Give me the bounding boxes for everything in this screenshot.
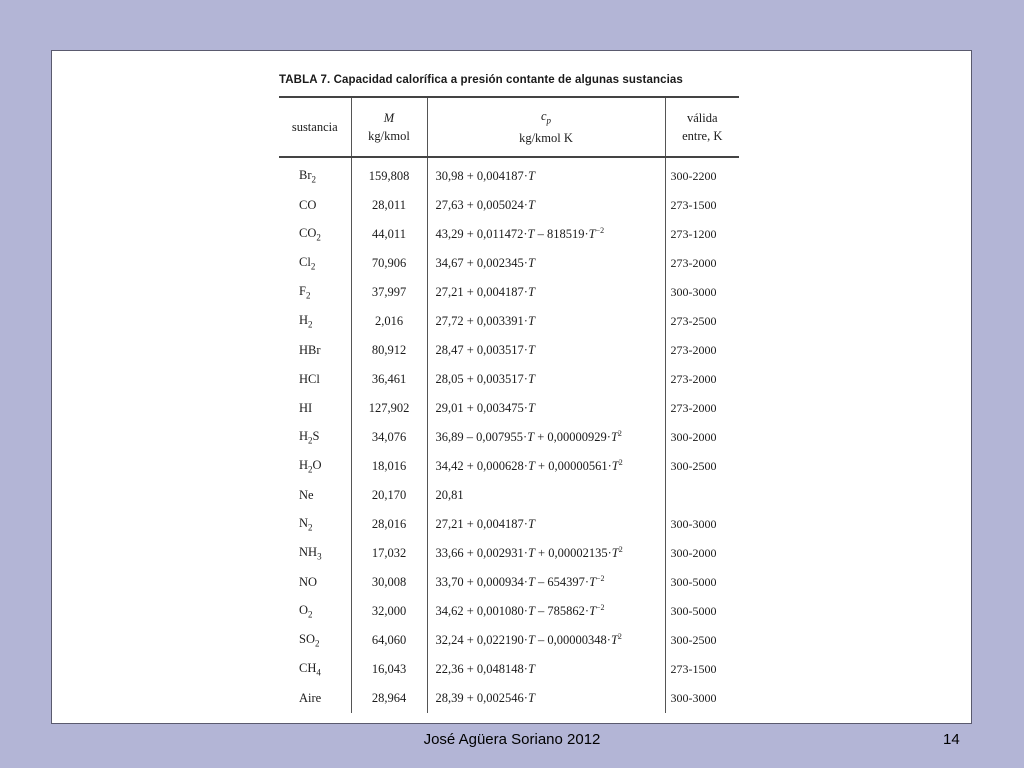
text-part: – 785862· <box>534 604 590 619</box>
valid-range-cell: 300-5000 <box>665 568 739 597</box>
heat-capacity-cell <box>427 626 665 655</box>
text-part: 27,21 + 0,004187· <box>435 517 528 531</box>
text-part: T <box>610 633 618 648</box>
table-row <box>279 220 739 249</box>
text-part: 32,24 + 0,022190· <box>435 633 528 648</box>
text-part: T <box>527 169 535 183</box>
valid-range-cell: 300-3000 <box>665 510 739 539</box>
text-part: T <box>611 459 619 474</box>
text-part: 2 <box>308 609 313 620</box>
text-part: T <box>527 343 535 357</box>
heat-capacity-cell <box>427 336 665 365</box>
molar-mass-cell: 17,032 <box>351 539 427 568</box>
text-part: 2 <box>618 458 623 468</box>
substance-cell <box>279 249 351 278</box>
table-row <box>279 191 739 220</box>
table-row <box>279 452 739 481</box>
text-part: T <box>589 604 597 619</box>
substance-cell <box>279 539 351 568</box>
text-part: 34,67 + 0,002345· <box>435 256 528 270</box>
text-part: −2 <box>596 574 605 584</box>
molar-mass-cell: 28,016 <box>351 510 427 539</box>
molar-mass-cell: 127,902 <box>351 394 427 423</box>
substance-cell <box>279 220 351 249</box>
text-part: T <box>527 198 535 212</box>
footer-author: José Agüera Soriano 2012 <box>423 731 601 748</box>
text-part: 34,42 + 0,000628· <box>435 459 528 474</box>
substance-cell <box>279 394 351 423</box>
text-part: 2 <box>308 464 313 475</box>
text-part: 27,72 + 0,003391· <box>435 314 528 328</box>
table-row <box>279 481 739 510</box>
molar-mass-cell: 44,011 <box>351 220 427 249</box>
text-part: 20,81 <box>435 488 464 502</box>
text-part: S <box>312 429 320 444</box>
text-part: N <box>299 516 309 531</box>
text-part: T <box>527 372 535 386</box>
valid-range-cell: 300-5000 <box>665 597 739 626</box>
molar-mass-cell: 2,016 <box>351 307 427 336</box>
valid-range-cell: 273-2000 <box>665 249 739 278</box>
molar-mass-cell: 70,906 <box>351 249 427 278</box>
text-part: 28,05 + 0,003517· <box>435 372 528 386</box>
molar-mass-cell: 18,016 <box>351 452 427 481</box>
text-part: 33,66 + 0,002931· <box>435 546 528 561</box>
valid-range-cell: 300-2500 <box>665 452 739 481</box>
text-part: + 0,00000561· <box>534 459 612 474</box>
text-part: T <box>527 604 535 619</box>
text-part: H <box>299 313 309 328</box>
table-row <box>279 510 739 539</box>
heat-capacity-cell <box>427 568 665 597</box>
text-part: O <box>312 458 322 473</box>
table-body <box>279 157 739 713</box>
text-part: T <box>611 546 619 561</box>
text-part: T <box>527 575 535 590</box>
substance-cell <box>279 278 351 307</box>
text-part: 2 <box>314 638 320 649</box>
text-part: T <box>527 459 535 474</box>
heat-capacity-cell <box>427 423 665 452</box>
valid-range-cell: 273-1500 <box>665 655 739 684</box>
molar-mass-cell: 159,808 <box>351 157 427 191</box>
header-valid-range <box>665 97 739 157</box>
text-part: 2 <box>316 232 321 243</box>
text-part: 2 <box>308 435 313 446</box>
molar-mass-cell: 80,912 <box>351 336 427 365</box>
text-part: CO <box>299 226 317 241</box>
molar-mass-cell: 16,043 <box>351 655 427 684</box>
header-molar-mass <box>351 97 427 157</box>
text-part: T <box>527 517 535 531</box>
molar-mass-cell: 64,060 <box>351 626 427 655</box>
heat-capacity-cell <box>427 394 665 423</box>
valid-range-cell: 273-1500 <box>665 191 739 220</box>
header-substance <box>279 97 351 157</box>
valid-range-cell: 300-3000 <box>665 278 739 307</box>
text-part: 30,98 + 0,004187· <box>435 169 528 183</box>
molar-mass-cell: 30,008 <box>351 568 427 597</box>
table-row <box>279 394 739 423</box>
molar-mass-cell: 32,000 <box>351 597 427 626</box>
table-row <box>279 423 739 452</box>
substance-cell <box>279 157 351 191</box>
text-part: T <box>527 430 535 445</box>
valid-range-cell: 300-2500 <box>665 626 739 655</box>
text-part: T <box>527 633 535 648</box>
text-part: HI <box>299 401 313 415</box>
substance-cell <box>279 655 351 684</box>
table-row <box>279 539 739 568</box>
molar-mass-cell: 28,964 <box>351 684 427 713</box>
text-part: F <box>299 284 306 299</box>
molar-mass-cell: 20,170 <box>351 481 427 510</box>
heat-capacity-cell <box>427 655 665 684</box>
text-part: 22,36 + 0,048148· <box>435 662 528 676</box>
valid-range-cell: 300-2000 <box>665 539 739 568</box>
table-row <box>279 249 739 278</box>
text-part: T <box>527 227 535 242</box>
valid-range-cell: 300-3000 <box>665 684 739 713</box>
text-part: 2 <box>311 174 316 185</box>
text-part: – 818519· <box>534 227 589 242</box>
text-part: 33,70 + 0,000934· <box>435 575 528 590</box>
header-heat-capacity <box>427 97 665 157</box>
text-part: 36,89 – 0,007955· <box>435 430 528 445</box>
text-part: T <box>527 314 535 328</box>
valid-range-cell: 273-2000 <box>665 336 739 365</box>
substance-cell <box>279 307 351 336</box>
table-row <box>279 336 739 365</box>
valid-range-cell: 273-2500 <box>665 307 739 336</box>
valid-range-cell: 300-2000 <box>665 423 739 452</box>
heat-capacity-cell <box>427 452 665 481</box>
text-part: 27,63 + 0,005024· <box>435 198 528 212</box>
text-part: 2 <box>617 429 622 439</box>
text-part: T <box>527 691 535 705</box>
heat-capacity-cell <box>427 481 665 510</box>
text-part: 29,01 + 0,003475· <box>435 401 528 415</box>
table-title: TABLA 7. Capacidad calorífica a presión contante de algunas sustancias <box>279 74 683 86</box>
text-part: NO <box>299 575 318 589</box>
heat-capacity-cell <box>427 510 665 539</box>
text-part: T <box>588 227 596 242</box>
table-row <box>279 157 739 191</box>
substance-cell <box>279 597 351 626</box>
text-part: Aire <box>299 691 322 705</box>
text-part: – 0,00000348· <box>534 633 611 648</box>
valid-range-cell: 273-2000 <box>665 365 739 394</box>
text-part: 2 <box>617 632 622 642</box>
substance-cell <box>279 191 351 220</box>
text-part: 28,47 + 0,003517· <box>435 343 528 357</box>
heat-capacity-cell <box>427 597 665 626</box>
text-part: CH <box>299 661 317 676</box>
text-part: SO <box>299 632 315 647</box>
text-part: – 654397· <box>534 575 590 590</box>
text-part: CO <box>299 198 317 212</box>
text-part: H <box>299 458 309 473</box>
valid-range-cell: 273-1200 <box>665 220 739 249</box>
header-valid-range-line1: válida <box>686 111 718 125</box>
heat-capacity-table <box>279 96 739 713</box>
heat-capacity-cell <box>427 684 665 713</box>
text-part: Br <box>299 168 312 183</box>
text-part: 4 <box>316 667 321 678</box>
substance-cell <box>279 365 351 394</box>
text-part: T <box>527 546 535 561</box>
table-row <box>279 568 739 597</box>
text-part: + 0,00000929· <box>534 430 611 445</box>
text-part: T <box>527 401 535 415</box>
molar-mass-cell: 37,997 <box>351 278 427 307</box>
substance-cell <box>279 626 351 655</box>
molar-mass-cell: 36,461 <box>351 365 427 394</box>
valid-range-cell: 300-2200 <box>665 157 739 191</box>
text-part: HBr <box>299 343 321 357</box>
substance-cell <box>279 423 351 452</box>
text-part: −2 <box>596 603 605 613</box>
header-molar-mass-unit: kg/kmol <box>368 129 410 143</box>
header-valid-range-line2: entre, K <box>682 129 723 143</box>
substance-cell <box>279 336 351 365</box>
header-substance-label: sustancia <box>291 120 338 134</box>
header-molar-mass-symbol: M <box>383 111 395 125</box>
text-part: 34,62 + 0,001080· <box>435 604 528 619</box>
page-number: 14 <box>943 731 960 748</box>
text-part: Ne <box>299 488 314 502</box>
substance-cell <box>279 510 351 539</box>
text-part: 43,29 + 0,011472· <box>435 227 528 242</box>
text-part: T <box>527 285 535 299</box>
text-part: 2 <box>308 522 313 533</box>
substance-cell <box>279 684 351 713</box>
text-part: H <box>299 429 309 444</box>
heat-capacity-cell <box>427 539 665 568</box>
text-part: 2 <box>305 290 311 301</box>
molar-mass-cell: 28,011 <box>351 191 427 220</box>
text-part: NH <box>299 545 318 560</box>
text-part: O <box>299 603 309 618</box>
molar-mass-cell: 34,076 <box>351 423 427 452</box>
heat-capacity-cell <box>427 220 665 249</box>
heat-capacity-cell <box>427 249 665 278</box>
heat-capacity-cell <box>427 157 665 191</box>
header-heat-capacity-unit: kg/kmol K <box>519 131 573 146</box>
text-part: 28,39 + 0,002546· <box>435 691 528 705</box>
table-row <box>279 278 739 307</box>
header-heat-capacity-subscript: p <box>546 115 552 126</box>
heat-capacity-cell <box>427 191 665 220</box>
heat-capacity-cell <box>427 365 665 394</box>
heat-capacity-cell <box>427 307 665 336</box>
substance-cell <box>279 481 351 510</box>
valid-range-cell <box>665 481 739 510</box>
text-part: −2 <box>595 226 605 236</box>
header-heat-capacity-symbol: c <box>540 108 547 123</box>
text-part: 27,21 + 0,004187· <box>435 285 528 299</box>
table-row <box>279 684 739 713</box>
text-part: 3 <box>317 551 322 562</box>
text-part: T <box>527 256 535 270</box>
table-header-row <box>279 97 739 157</box>
text-part: Cl <box>299 255 311 270</box>
text-part: T <box>610 430 618 445</box>
table-row <box>279 365 739 394</box>
substance-cell <box>279 568 351 597</box>
text-part: T <box>527 662 535 676</box>
text-part: HCl <box>299 372 320 386</box>
table-row <box>279 597 739 626</box>
table-row <box>279 626 739 655</box>
table-row <box>279 655 739 684</box>
table-row <box>279 307 739 336</box>
substance-cell <box>279 452 351 481</box>
heat-capacity-cell <box>427 278 665 307</box>
text-part: 2 <box>618 545 623 555</box>
text-part: + 0,00002135· <box>534 546 612 561</box>
valid-range-cell: 273-2000 <box>665 394 739 423</box>
text-part: 2 <box>308 319 313 330</box>
text-part: 2 <box>310 261 316 272</box>
text-part: T <box>589 575 597 590</box>
